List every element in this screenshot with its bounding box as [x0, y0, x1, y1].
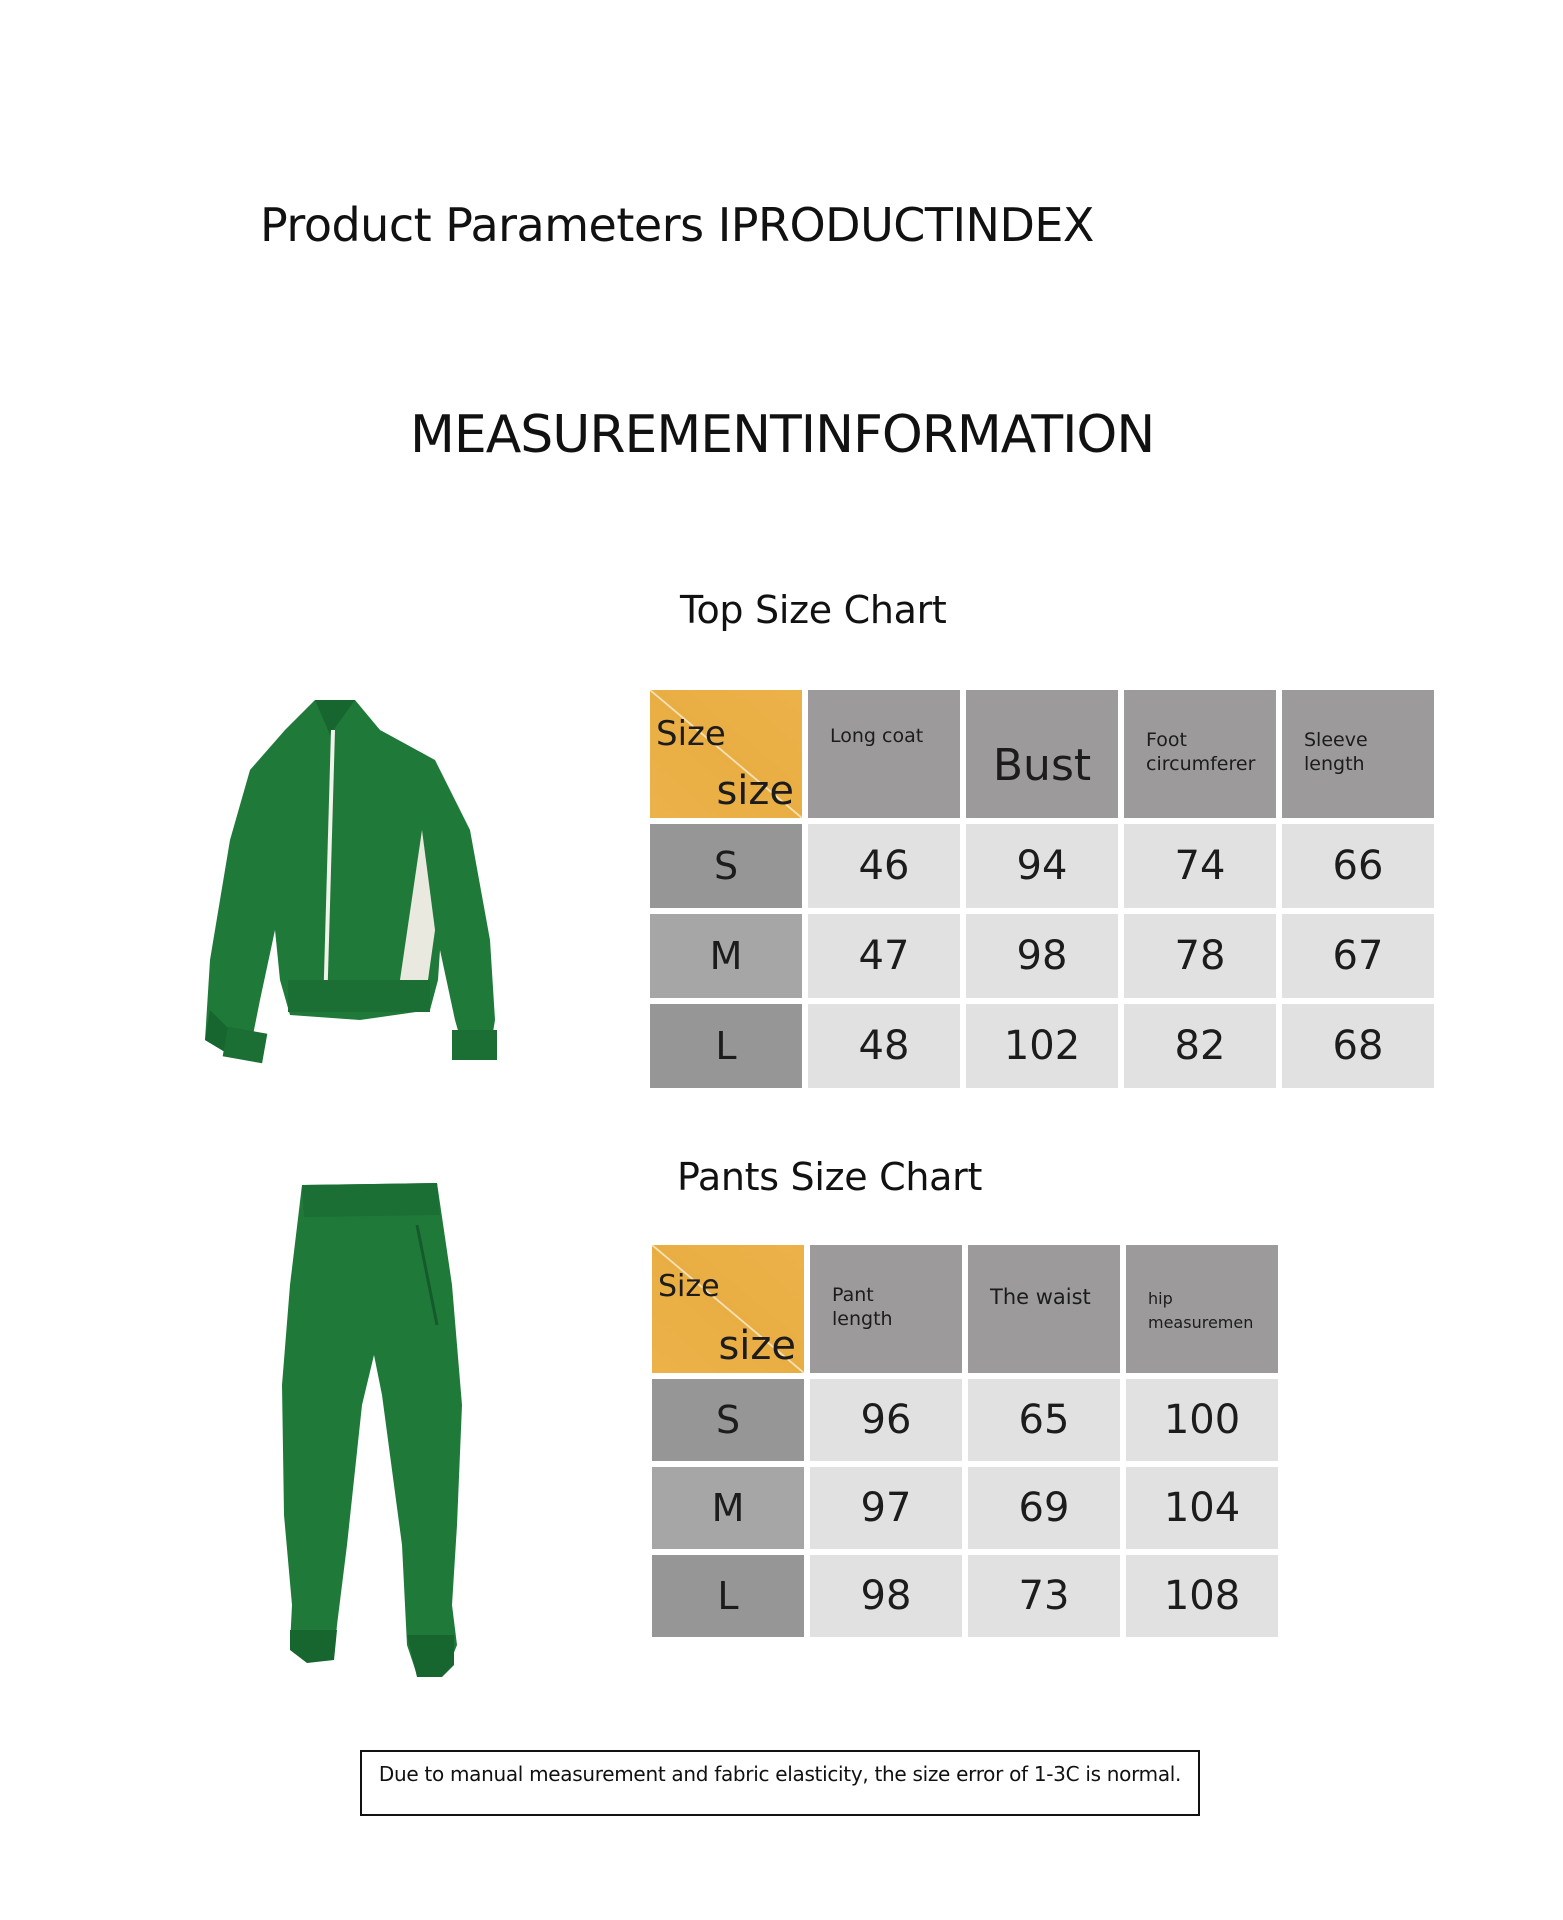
table-cell: 94	[966, 824, 1118, 908]
table-cell: 69	[968, 1467, 1120, 1549]
table-cell: 73	[968, 1555, 1120, 1637]
table-cell: 74	[1124, 824, 1276, 908]
table-cell: 82	[1124, 1004, 1276, 1088]
top-col-header	[808, 690, 960, 818]
header-label: The waist	[990, 1285, 1091, 1309]
pants-chart-title: Pants Size Chart	[677, 1155, 983, 1199]
header-label: Long coat	[830, 725, 924, 747]
table-cell: 97	[810, 1467, 962, 1549]
size-label-s: S	[650, 824, 802, 908]
size-label-m: M	[652, 1467, 804, 1549]
table-cell: 66	[1282, 824, 1434, 908]
size-label-l: L	[650, 1004, 802, 1088]
table-cell: 108	[1126, 1555, 1278, 1637]
table-cell: 67	[1282, 914, 1434, 998]
top-chart-title: Top Size Chart	[680, 588, 947, 632]
header-label: hip measuremen	[1148, 1289, 1254, 1332]
table-cell: 100	[1126, 1379, 1278, 1461]
header-label: Foot circumferer	[1146, 729, 1256, 775]
header-label: Sleeve length	[1304, 729, 1368, 775]
pants-col-header	[968, 1245, 1120, 1373]
corner-size-label-lower: size	[718, 1323, 796, 1369]
top-table-corner	[650, 690, 802, 818]
corner-size-label: Size	[658, 1269, 720, 1304]
pants-illustration	[262, 1165, 482, 1685]
table-cell: 68	[1282, 1004, 1434, 1088]
corner-size-label-lower: size	[716, 768, 794, 814]
size-label-l: L	[652, 1555, 804, 1637]
top-col-header	[1124, 690, 1276, 818]
table-cell: 65	[968, 1379, 1120, 1461]
page-title: Product Parameters IPRODUCTINDEX	[260, 198, 1094, 252]
size-label-s: S	[652, 1379, 804, 1461]
header-label: Bust	[992, 739, 1092, 791]
table-cell: 48	[808, 1004, 960, 1088]
pants-col-header	[1126, 1245, 1278, 1373]
size-error-note: Due to manual measurement and fabric elasticity, the size error of 1-3C is normal.	[360, 1750, 1200, 1816]
page-subtitle: MEASUREMENTINFORMATION	[410, 405, 1155, 465]
table-cell: 98	[810, 1555, 962, 1637]
pants-table-corner	[652, 1245, 804, 1373]
top-col-header	[1282, 690, 1434, 818]
table-cell: 96	[810, 1379, 962, 1461]
pants-col-header	[810, 1245, 962, 1373]
table-cell: 102	[966, 1004, 1118, 1088]
table-cell: 46	[808, 824, 960, 908]
size-label-m: M	[650, 914, 802, 998]
header-label: Pant length	[832, 1284, 893, 1330]
corner-size-label: Size	[656, 714, 726, 754]
table-cell: 47	[808, 914, 960, 998]
table-cell: 98	[966, 914, 1118, 998]
table-cell: 78	[1124, 914, 1276, 998]
top-col-header	[966, 690, 1118, 818]
jacket-illustration	[190, 680, 510, 1100]
table-cell: 104	[1126, 1467, 1278, 1549]
